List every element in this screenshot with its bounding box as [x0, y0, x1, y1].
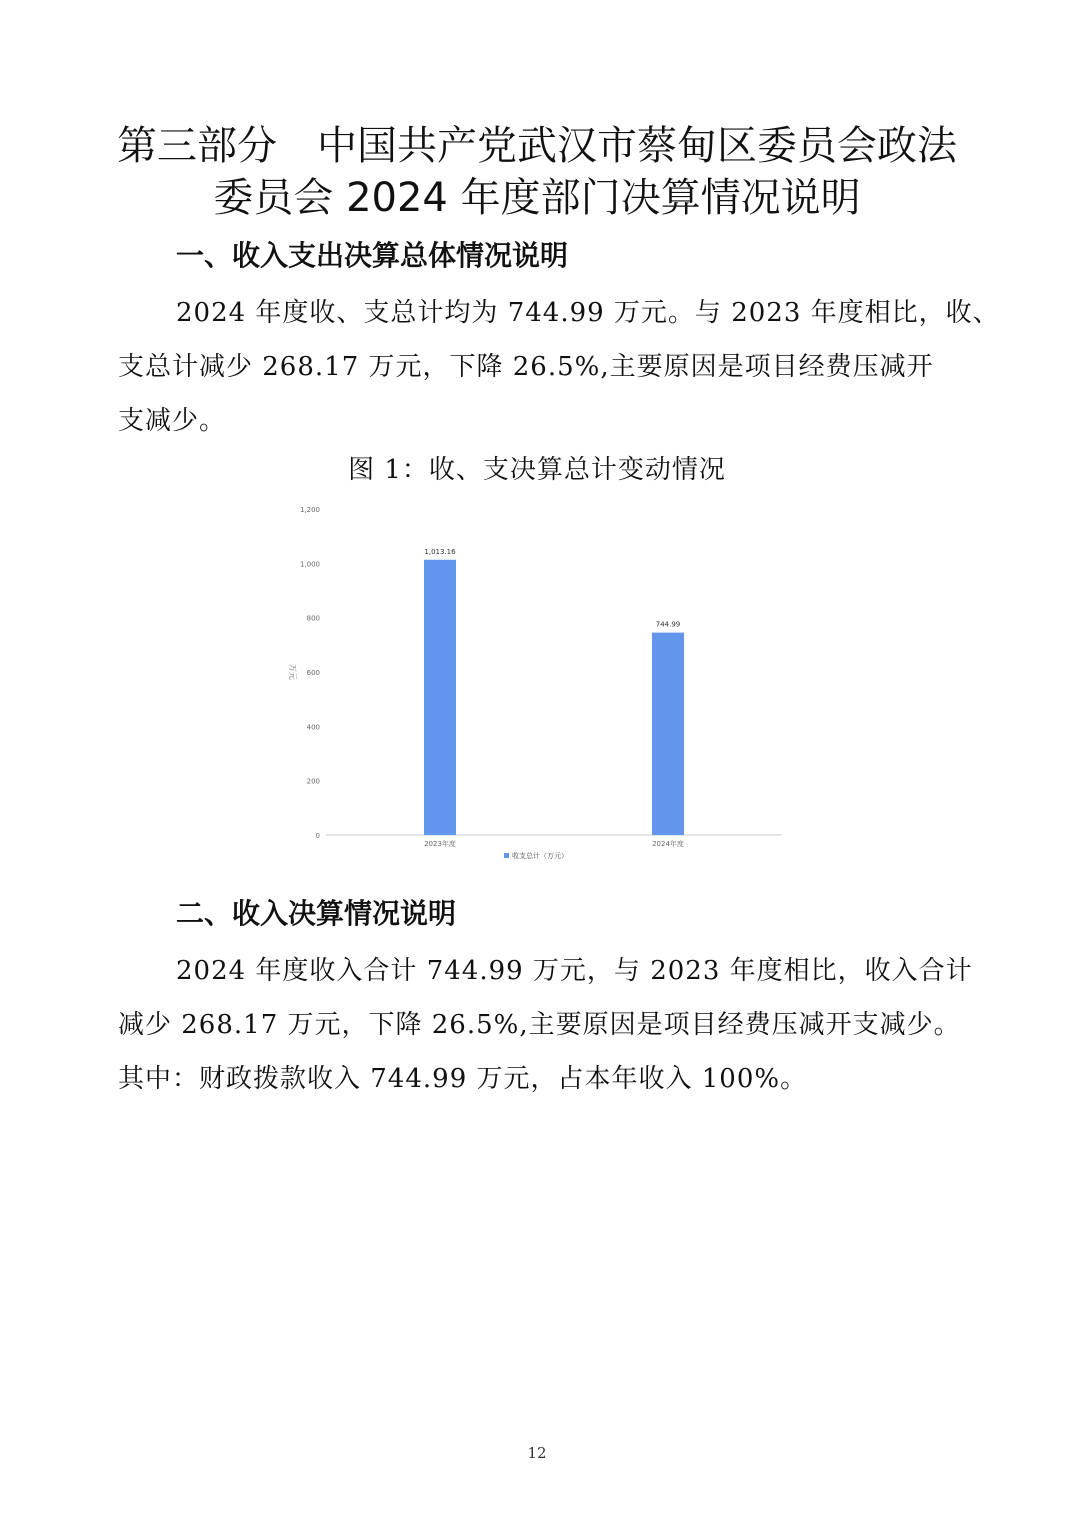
x-tick-label: 2023年度 [424, 840, 456, 848]
section2-line-2: 减少 268.17 万元，下降 26.5%,主要原因是项目经费压减开支减少。 [118, 1010, 961, 1040]
y-tick-label: 0 [315, 832, 320, 840]
bar-chart-svg [280, 500, 790, 870]
y-tick-label: 600 [306, 669, 320, 677]
section1-line-3: 支减少。 [118, 406, 227, 436]
bar-2024年度 [652, 633, 684, 835]
section1-paragraph [118, 286, 1000, 448]
section2-line-3: 其中：财政拨款收入 744.99 万元，占本年收入 100%。 [118, 1064, 808, 1094]
bar-2023年度 [424, 560, 456, 835]
y-axis-title: 万元 [288, 664, 297, 680]
y-tick-label: 800 [306, 614, 320, 623]
page-title-line1: 第三部分 中国共产党武汉市蔡甸区委员会政法 [117, 123, 957, 169]
legend-swatch [504, 853, 509, 858]
section2-paragraph [118, 944, 973, 1106]
data-label: 1,013.16 [424, 547, 456, 556]
section1-line-2: 支总计减少 268.17 万元，下降 26.5%,主要原因是项目经费压减开 [118, 352, 934, 382]
section2-line-1: 2024 年度收入合计 744.99 万元，与 2023 年度相比，收入合计 [176, 956, 973, 986]
figure-caption: 图 1：收、支决算总计变动情况 [348, 455, 726, 485]
page-number: 12 [527, 1444, 547, 1462]
section2-heading: 二、收入决算情况说明 [176, 897, 457, 930]
data-label: 744.99 [655, 620, 681, 629]
y-tick-label: 1,000 [299, 560, 320, 569]
legend-label: 收支总计（万元） [512, 852, 568, 860]
section1-heading: 一、收入支出决算总体情况说明 [176, 239, 569, 272]
y-tick-label: 200 [306, 777, 320, 786]
bar-chart [280, 500, 790, 870]
y-tick-label: 400 [306, 723, 320, 732]
page-title-line2: 委员会 2024 年度部门决算情况说明 [213, 175, 861, 221]
y-tick-label: 1,200 [299, 506, 320, 514]
x-tick-label: 2024年度 [652, 840, 684, 848]
section1-line-1: 2024 年度收、支总计均为 744.99 万元。与 2023 年度相比，收、 [176, 298, 1000, 328]
